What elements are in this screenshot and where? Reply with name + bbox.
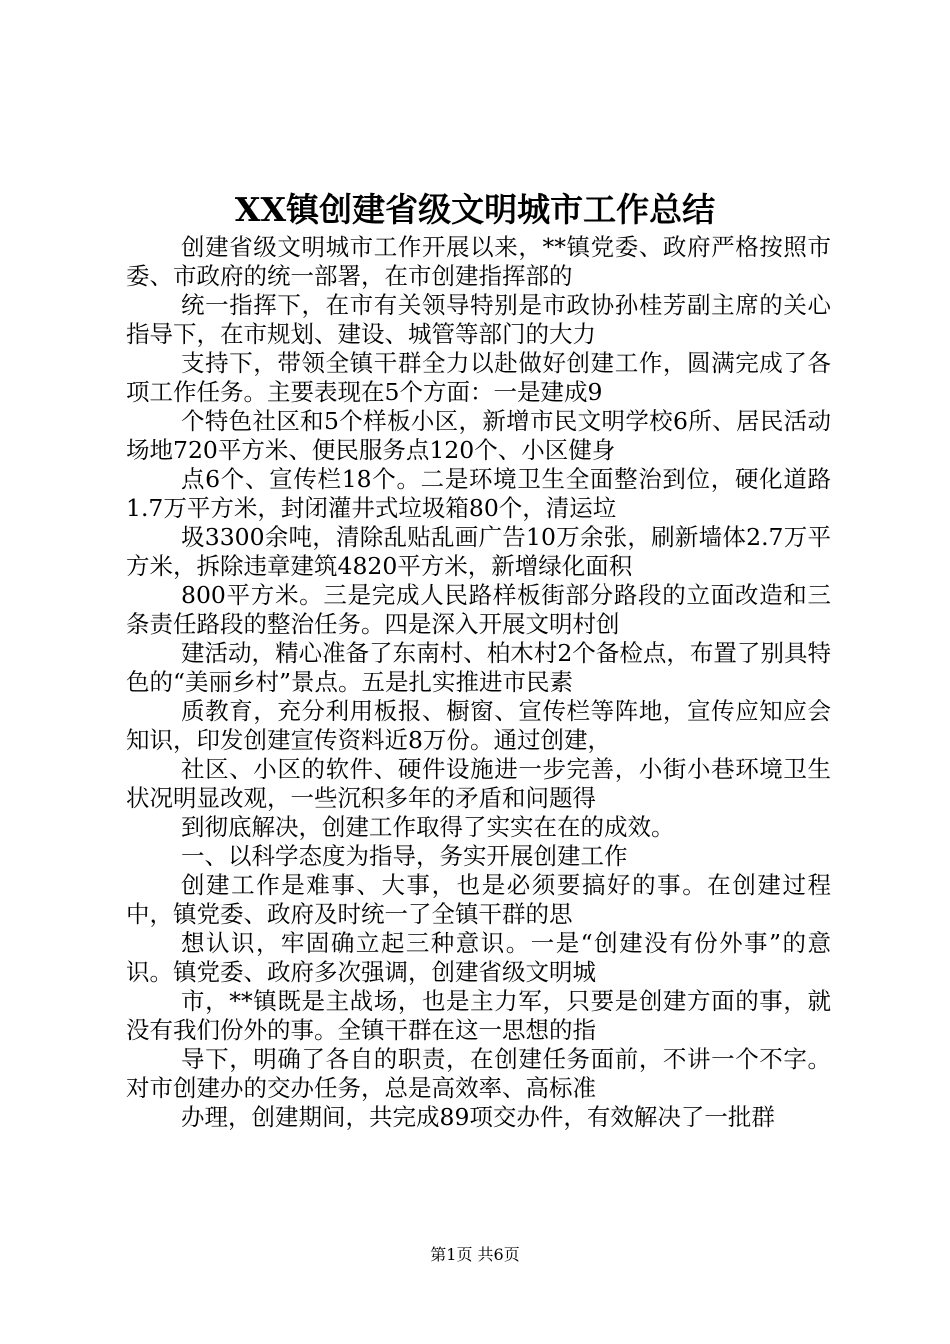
paragraph-15: 市，**镇既是主战场，也是主力军，只要是创建方面的事，就没有我们份外的事。全镇干群在这一思想的指: [126, 987, 831, 1044]
paragraph-1: 创建省级文明城市工作开展以来，**镇党委、政府严格按照市委、市政府的统一部署，在市创建指挥部的: [126, 233, 831, 290]
paragraph-11: 到彻底解决，创建工作取得了实实在在的成效。: [181, 813, 675, 841]
paragraph-13: 创建工作是难事、大事，也是必须要搞好的事。在创建过程中，镇党委、政府及时统一了全镇干群的思: [126, 871, 831, 928]
paragraph-8: 建活动，精心准备了东南村、柏木村2个备检点，布置了别具特色的“美丽乡村”景点。五是扎实推进市民素: [126, 639, 831, 696]
paragraph-16: 导下，明确了各自的职责，在创建任务面前，不讲一个不字。对市创建办的交办任务，总是高效率、高标准: [126, 1045, 831, 1102]
paragraph-9: 质教育，充分利用板报、橱窗、宣传栏等阵地，宣传应知应会知识，印发创建宣传资料近8万份。通过创建，: [126, 697, 831, 754]
section-heading-1: 一、以科学态度为指导，务实开展创建工作: [181, 842, 628, 870]
paragraph-14: 想认识，牢固确立起三种意识。一是“创建没有份外事”的意识。镇党委、政府多次强调，创建省级文明城: [126, 929, 831, 986]
paragraph-4: 个特色社区和5个样板小区，新增市民文明学校6所、居民活动场地720平方米、便民服务点120个、小区健身: [126, 407, 831, 464]
document-body: [126, 233, 831, 1132]
paragraph-6: 圾3300余吨，清除乱贴乱画广告10万余张，刷新墙体2.7万平方米，拆除违章建筑4820平方米，新增绿化面积: [126, 523, 831, 580]
document-title: XX镇创建省级文明城市工作总结: [234, 190, 716, 229]
paragraph-2: 统一指挥下，在市有关领导特别是市政协孙桂芳副主席的关心指导下，在市规划、建设、城管等部门的大力: [126, 291, 831, 348]
paragraph-5: 点6个、宣传栏18个。二是环境卫生全面整治到位，硬化道路1.7万平方米，封闭灌井式垃圾箱80个，清运垃: [126, 465, 831, 522]
paragraph-7: 800平方米。三是完成人民路样板街部分路段的立面改造和三条责任路段的整治任务。四是深入开展文明村创: [126, 581, 831, 638]
page-number-footer: 第1页 共6页: [430, 1245, 520, 1264]
paragraph-3: 支持下，带领全镇干群全力以赴做好创建工作，圆满完成了各项工作任务。主要表现在5个方面：一是建成9: [126, 349, 831, 406]
paragraph-10: 社区、小区的软件、硬件设施进一步完善，小街小巷环境卫生状况明显改观，一些沉积多年的矛盾和问题得: [126, 755, 831, 812]
paragraph-17: 办理，创建期间，共完成89项交办件，有效解决了一批群: [181, 1103, 775, 1131]
